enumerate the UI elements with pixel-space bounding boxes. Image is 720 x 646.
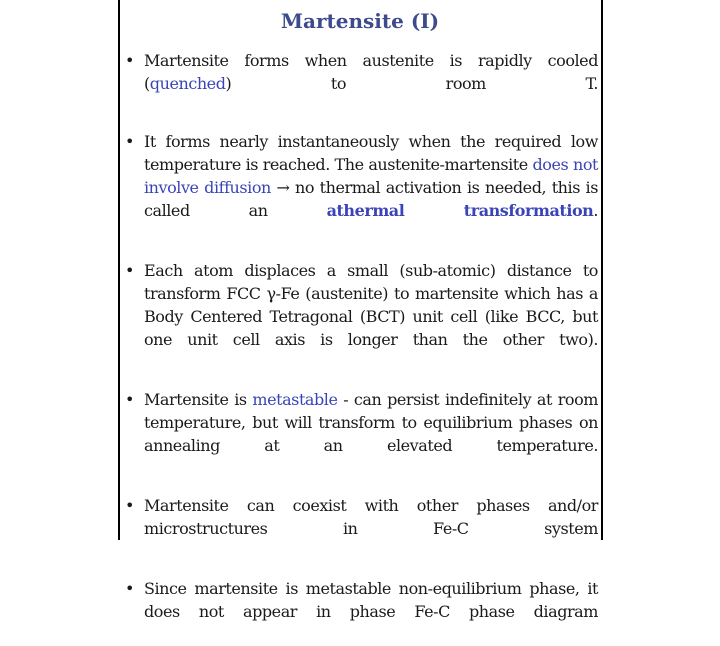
highlight-term-quenched: quenched	[149, 74, 226, 93]
highlight-term-no-diffusion: does not involve diffusion	[144, 155, 598, 197]
bullet-text: - can persist indefinitely at room temperature, but will transform to equilibrium phases on annealing at an elevated temperature.	[144, 390, 599, 455]
bullet-icon: •	[125, 132, 134, 151]
bullet-item-5	[122, 494, 598, 563]
bullet-text: ) to room T.	[225, 74, 598, 93]
bullet-text: Martensite forms when austenite is rapidly cooled (	[144, 51, 598, 93]
bullet-item-6	[122, 577, 598, 646]
highlight-term-athermal: athermal transformation	[326, 201, 594, 220]
bullet-text: .	[593, 201, 598, 220]
bullet-item-2	[122, 130, 598, 245]
bullet-icon: •	[125, 579, 134, 598]
bullet-item-1	[122, 49, 598, 118]
bullet-icon: •	[125, 51, 134, 70]
right-border-rule	[601, 0, 603, 540]
highlight-term-metastable: metastable	[252, 390, 338, 409]
bullet-icon: •	[125, 261, 134, 280]
bullet-icon: •	[125, 390, 134, 409]
bullet-text: It forms nearly instantaneously when the required low temperature is reached. The austenite-martensite	[144, 132, 598, 174]
page-title: Martensite (I)	[280, 9, 440, 33]
bullet-text: → no thermal activation is needed, this is called an	[144, 178, 598, 220]
document-content	[122, 0, 598, 646]
bullet-text: Since martensite is metastable non-equilibrium phase, it does not appear in phase Fe-C phase diagram	[144, 579, 598, 621]
bullet-icon: •	[125, 496, 134, 515]
bullet-text: Martensite can coexist with other phases and/or microstructures in Fe-C system	[144, 496, 598, 538]
left-border-rule	[118, 0, 120, 540]
bullet-item-4	[122, 388, 598, 480]
bullet-item-3	[122, 259, 598, 374]
bullet-text: Each atom displaces a small (sub-atomic) distance to transform FCC γ-Fe (austenite) to martensite which has a Body Centered Tetragonal (BCT) unit cell (like BCC, but one unit cell axis is longer than the other two).	[144, 261, 598, 349]
bullet-text: Martensite is	[144, 390, 253, 409]
